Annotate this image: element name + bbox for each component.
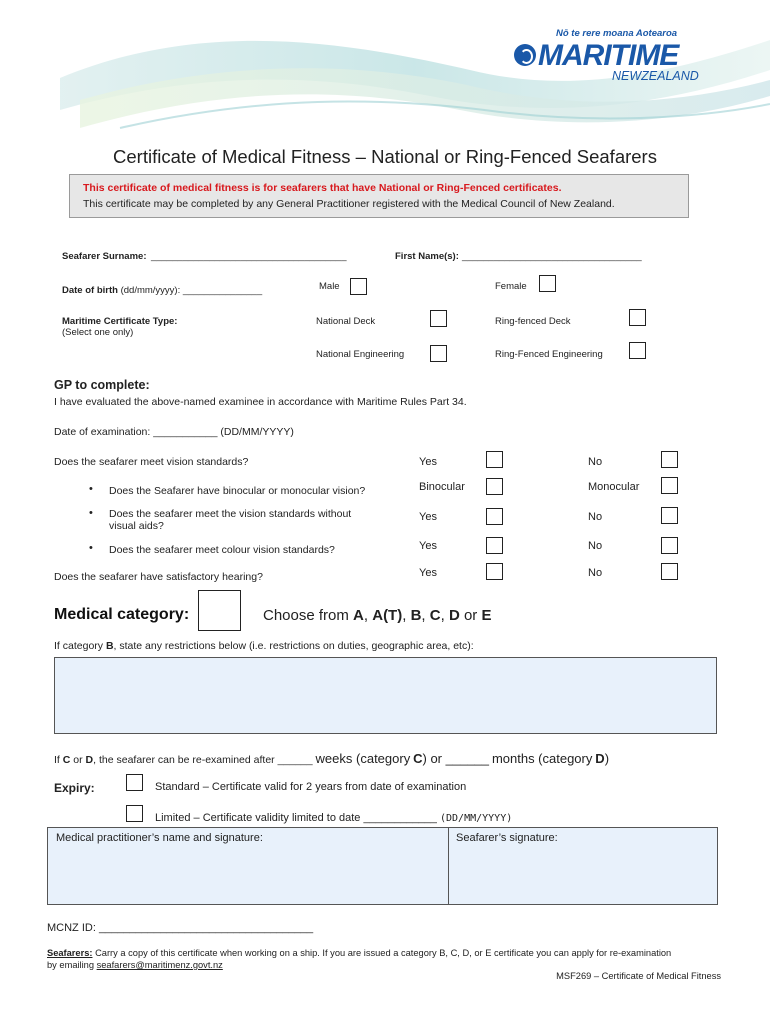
option-ringfenced-engineering-checkbox[interactable] [629,342,646,359]
category-options: Choose from A, A(T), B, C, D or E [263,607,492,624]
hearing-yes-checkbox[interactable] [486,563,503,580]
reexam-months: months (category [491,751,593,766]
seafarer-signature-label: Seafarer’s signature: [456,832,558,844]
hearing-no-checkbox[interactable] [661,563,678,580]
practitioner-signature-label: Medical practitioner’s name and signature: [56,832,263,844]
medical-category-box[interactable] [198,590,241,631]
option-at: A(T) [372,607,403,624]
reexam-months-end: ) [604,751,610,766]
reexam-weeks-end[interactable]: ) or ______ [422,751,490,766]
answer-binocular: Binocular [419,481,465,493]
notice-line-1: This certificate of medical fitness is for seafarers that have National or Ring-Fenced certificates. [83,182,562,194]
dob-row [62,285,262,296]
footer-email-link[interactable]: seafarers@maritimenz.govt.nz [96,960,223,970]
option-d: D [448,607,460,624]
notice-box [69,174,689,218]
exam-date-field[interactable]: Date of examination: ___________ (DD/MM/YYYY) [54,426,294,438]
logo [510,28,730,88]
option-national-deck-label: National Deck [316,316,376,327]
gp-intro: I have evaluated the above-named examinee in accordance with Maritime Rules Part 34. [54,396,467,408]
question-without-aids-line2: visual aids? [109,520,164,532]
logo-emblem-icon [514,44,536,66]
question-binocular: Does the Seafarer have binocular or monocular vision? [109,485,366,497]
reexam-d: D [85,754,94,766]
form-reference: MSF269 – Certificate of Medical Fitness [556,971,721,981]
surname-label: Seafarer Surname: [62,251,147,262]
reexam-weeks-cat: C [413,751,423,766]
page-title: Certificate of Medical Fitness – National or Ring-Fenced Seafarers [113,146,657,167]
male-label: Male [319,281,340,292]
answer-vision-yes: Yes [419,456,437,468]
medical-category-label: Medical category: [54,606,190,623]
bullet: • [89,542,93,554]
answer-colour-no: No [588,540,603,552]
question-vision: Does the seafarer meet vision standards? [54,456,249,468]
option-ringfenced-deck-label: Ring-fenced Deck [495,316,571,327]
answer-monocular: Monocular [588,481,640,493]
dob-format: (dd/mm/yyyy): [120,285,181,296]
dob-field[interactable]: _______________ [182,285,263,296]
restrict-prefix: If category [54,640,104,652]
without-aids-no-checkbox[interactable] [661,507,678,524]
mcnz-id-field[interactable]: MCNZ ID: ___________________________________ [47,922,314,934]
option-e: E [481,607,492,624]
answer-hearing-no: No [588,567,603,579]
answer-vision-no: No [588,456,603,468]
seafarer-signature-box[interactable] [448,827,718,905]
reexam-or: or [73,754,83,766]
option-c: C [429,607,441,624]
answer-colour-yes: Yes [419,540,437,552]
vision-yes-checkbox[interactable] [486,451,503,468]
reexam-months-cat: D [595,751,605,766]
limited-date-format: (DD/MM/YYYY) [439,813,513,824]
colour-yes-checkbox[interactable] [486,537,503,554]
colour-no-checkbox[interactable] [661,537,678,554]
gp-heading: GP to complete: [54,378,150,392]
restrictions-textarea[interactable] [54,657,717,734]
firstname-field[interactable]: __________________________________ [462,251,642,262]
monocular-checkbox[interactable] [661,477,678,494]
logo-tagline: Nō te rere moana Aotearoa [556,28,678,39]
restrictions-instruction [54,640,474,652]
practitioner-signature-box[interactable] [47,827,449,905]
answer-without-aids-yes: Yes [419,511,437,523]
reexam-mid[interactable]: , the seafarer can be re-examined after ______ [93,754,313,766]
reexam-line [54,751,609,766]
question-colour-vision: Does the seafarer meet colour vision standards? [109,544,335,556]
expiry-label: Expiry: [54,781,95,795]
option-national-engineering-checkbox[interactable] [430,345,447,362]
option-national-engineering-label: National Engineering [316,349,405,360]
footer-text-1: Carry a copy of this certificate when working on a ship. If you are issued a category B, C, D, or E certificate you can apply for re-examination [92,948,672,958]
expiry-limited-text [155,812,512,824]
answer-without-aids-no: No [588,511,603,523]
option-b: B [410,607,422,624]
expiry-standard-text: Standard – Certificate valid for 2 years from date of examination [155,781,467,793]
logo-maritime: MARITIME [538,39,679,72]
answer-hearing-yes: Yes [419,567,437,579]
cert-type-label: Maritime Certificate Type: [62,316,178,327]
female-checkbox[interactable] [539,275,556,292]
surname-field[interactable]: _____________________________________ [151,251,347,262]
cert-type-hint: (Select one only) [62,327,134,338]
restrict-category: B [105,640,114,652]
option-ringfenced-deck-checkbox[interactable] [629,309,646,326]
footer-note [47,947,737,971]
limited-label: Limited – Certificate validity limited to date [155,812,361,824]
vision-no-checkbox[interactable] [661,451,678,468]
male-checkbox[interactable] [350,278,367,295]
notice-line-2: This certificate may be completed by any General Practitioner registered with the Medical Council of New Zealand. [83,198,615,210]
binocular-checkbox[interactable] [486,478,503,495]
firstname-label: First Name(s): [395,251,459,262]
question-hearing: Does the seafarer have satisfactory hearing? [54,571,263,583]
restrict-suffix: , state any restrictions below (i.e. restrictions on duties, geographic area, etc): [113,640,474,652]
question-without-aids-line1: Does the seafarer meet the vision standards without [109,508,352,520]
expiry-standard-checkbox[interactable] [126,774,143,791]
expiry-limited-checkbox[interactable] [126,805,143,822]
female-label: Female [495,281,527,292]
reexam-prefix: If [54,754,60,766]
bullet: • [89,483,93,495]
without-aids-yes-checkbox[interactable] [486,508,503,525]
reexam-weeks: weeks (category [315,751,411,766]
footer-label: Seafarers: [47,948,93,958]
footer-text-2: by emailing [47,960,97,970]
dob-label: Date of birth [62,285,118,296]
choose-prefix: Choose from [263,607,349,624]
logo-newzealand: NEWZEALAND [612,69,699,83]
reexam-c: C [62,754,71,766]
option-ringfenced-engineering-label: Ring-Fenced Engineering [495,349,603,360]
option-national-deck-checkbox[interactable] [430,310,447,327]
option-a: A [353,607,364,624]
or-word: or [463,607,478,624]
bullet: • [89,507,93,519]
limited-date-field[interactable]: ____________ [363,812,437,824]
